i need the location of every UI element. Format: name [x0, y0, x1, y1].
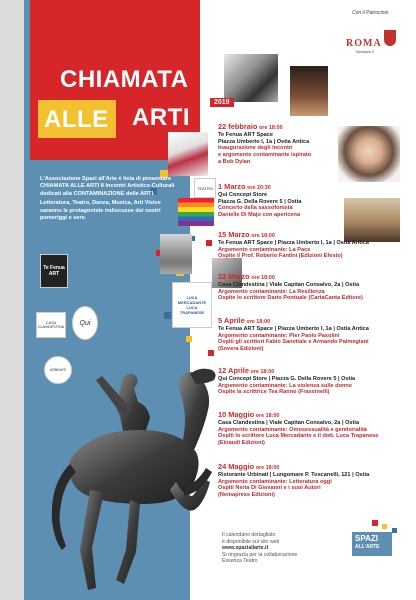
- casa-logo-text: CASA CLANDESTINA: [37, 321, 65, 329]
- event-item: [218, 412, 410, 447]
- title-line-1: CHIAMATA: [60, 66, 189, 93]
- footer-line-1: Il calendario dettagliato: [222, 532, 276, 538]
- spazi-logo-line-2: ALL'ARTE: [355, 544, 380, 550]
- qui-logo-text: Qui: [79, 319, 91, 327]
- event-item: [218, 464, 410, 499]
- event-location: Te Fenua ART Space | Piazza Umberto I, 1a | Ostia Antica: [218, 325, 369, 332]
- deco-square: [392, 528, 397, 533]
- event-location: Te Fenua ART Space Piazza Umberto I, 1a | Ostia Antica: [218, 131, 310, 145]
- equestrian-statue-illustration: [30, 340, 230, 600]
- qui-logo: [72, 306, 98, 340]
- bob-dylan-photo: [224, 54, 278, 102]
- footer-line-2: è disponibile sul sito web: [222, 538, 280, 545]
- event-item: [218, 368, 410, 396]
- footer-line-4: Si ringrazia per la collaborazione: [222, 551, 298, 558]
- spazi-logo-box: [352, 532, 392, 556]
- event-description: Argomento contaminante: La Resilienza Ospite lo scrittore Dario Pontuale (CartaCanta Editore): [218, 288, 363, 302]
- event-item: [218, 124, 410, 166]
- year-badge: 2019: [210, 98, 234, 107]
- book-cover-photo: [290, 66, 328, 116]
- event-date: 12 Aprile: [218, 366, 249, 375]
- event-location: Ristorante Urbinati | Lungomare P. Toscanelli, 121 | Ostia: [218, 471, 370, 478]
- event-item: [218, 232, 410, 260]
- event-date: 24 Maggio: [218, 462, 255, 471]
- intro-paragraph-1: L'Associazione Spazi all'Arte è lieta di presentare CHIAMATA ALLE ARTI 8 Incontri Artistico-Culturali dedicati alla CONTAMINAZIONE delle ARTI.: [40, 176, 175, 197]
- event-location: Qui Concept Store Piazza G. Della Rovere 5 | Ostia: [218, 191, 302, 205]
- event-location: Qui Concept Store | Piazza G. Della Rovere 5 | Ostia: [218, 375, 356, 382]
- book-photo: [168, 132, 208, 176]
- event-date: 10 Maggio: [218, 410, 255, 419]
- event-location: Casa Clandestina | Viale Capitan Consalvo, 2a | Ostia: [218, 419, 360, 426]
- pasolini-book-photo: [160, 234, 192, 274]
- roma-subtitle: Municipio X: [356, 50, 375, 54]
- event-item: [218, 318, 410, 353]
- roma-crest-icon: [384, 30, 396, 46]
- event-description: Argomento contaminante: La Pace Ospite il Prof. Roberto Fantini (Edizioni Efesto): [218, 246, 343, 260]
- roma-logo-text: ROMA: [346, 38, 382, 49]
- footer-info: [222, 532, 342, 565]
- deco-square: [382, 524, 387, 529]
- spazi-logo-line-1: SPAZI: [355, 534, 378, 543]
- teatro-logo-text: TEATRO: [197, 185, 213, 191]
- teatro-logo: [194, 178, 216, 198]
- event-time: ore 18:00: [246, 319, 271, 325]
- patronage-label: Con il Patrocinio: [352, 10, 389, 16]
- event-time: ore 18:00: [259, 125, 283, 131]
- footer-line-5: Essenza Teatro: [222, 558, 258, 565]
- deco-square: [142, 150, 152, 160]
- event-description: Argomento contaminante: Pier Paolo Pasolini Ospiti gli scrittori Fabio Sanvitale e Armando Palmegiani (Sovera Edizioni): [218, 332, 369, 353]
- event-date: 1 Marzo: [218, 182, 246, 191]
- mercadante-book-text: LUCA MERCADANTE LUCA TRAPANESE: [177, 295, 207, 315]
- rainbow-flag-photo: [178, 198, 214, 226]
- title-line-2a: ALLE: [44, 106, 109, 133]
- event-item: [218, 184, 410, 219]
- event-time: ore 18:00: [250, 369, 275, 375]
- deco-square: [164, 312, 171, 319]
- event-description: Argomento contaminante: Letteratura oggi Ospiti Neria Di Giovanni e i suoi Autori (Nemapress Edizioni): [218, 478, 332, 499]
- event-description: Inaugurazione degli incontri e argomento contaminante ispirato a Bob Dylan: [218, 145, 312, 165]
- event-location: Te Fenua ART Space | Piazza Umberto I, 1a | Ostia Antica: [218, 239, 369, 246]
- event-item: [218, 274, 410, 302]
- spazi-allarte-logo: [352, 520, 406, 560]
- intro-paragraph-2: Letteratura, Teatro, Danza, Musica, Arti Visive saranno le protagoniste indiscusse dei nostri pomeriggi e sere.: [40, 200, 161, 222]
- event-time: ore 18:00: [251, 233, 275, 239]
- deco-square: [206, 240, 212, 246]
- event-date: 5 Aprile: [218, 316, 245, 325]
- deco-square: [372, 520, 378, 526]
- event-date: 15 Marzo: [218, 230, 250, 239]
- website-link[interactable]: www.spazіallarte.it: [222, 545, 269, 552]
- title-line-2b: ARTI: [132, 104, 190, 131]
- tefenua-logo: [40, 254, 68, 288]
- event-time: ore 18:00: [251, 275, 275, 281]
- mercadante-book-cover: [172, 282, 212, 328]
- event-description: Argomento contaminante: Omosessualità e genitorialità Ospiti lo scrittore Luca Mercadante e il dott. Luca Trapanese (Einaudi Edizioni): [218, 426, 379, 447]
- casa-clandestina-logo: [36, 312, 66, 338]
- event-time: ore 18:00: [255, 465, 280, 471]
- event-description: Argomento contaminante: La violenza sulle donne Ospite la scrittrice Tea Ranno (Frassinelli): [218, 382, 352, 396]
- event-time: ore 20:30: [247, 185, 271, 191]
- event-location: Casa Clandestina | Viale Capitan Consalvo, 2a | Ostia: [218, 281, 360, 288]
- intro-text: [40, 176, 180, 222]
- event-description: Concerto della sassofonista Danielle Di Majo con apericena: [218, 205, 301, 219]
- event-date: 22 febbraio: [218, 122, 258, 131]
- tefenua-logo-text: Te Fenua ART: [43, 265, 65, 277]
- grey-edge-band: [0, 0, 24, 600]
- urbinati-logo-text: URBINATI: [49, 368, 67, 372]
- event-time: ore 18:00: [255, 413, 280, 419]
- event-date: 22 Marzo: [218, 272, 250, 281]
